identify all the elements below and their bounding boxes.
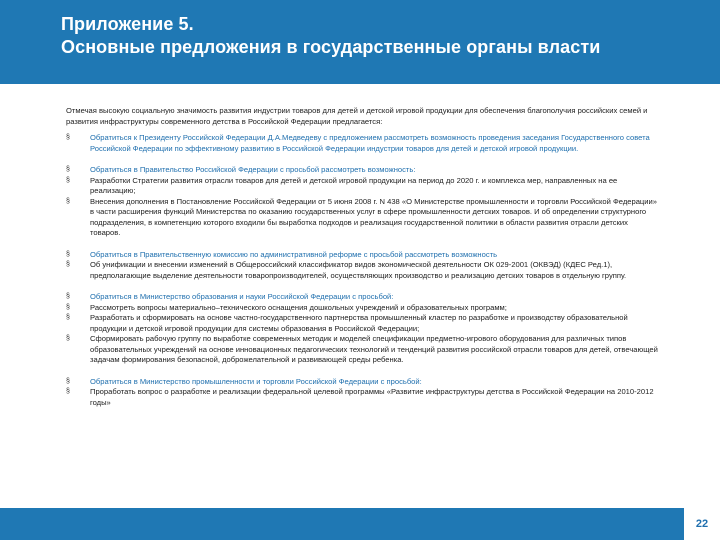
list-item	[66, 176, 658, 197]
proposal-block	[66, 133, 658, 154]
proposal-text: Проработать вопрос о разработке и реализации федеральной целевой программы «Развитие инфраструктуры детства в Российской Федерации на 2010-2012 годы»	[90, 387, 654, 407]
bullet-icon: §	[66, 134, 70, 141]
bullet-icon: §	[66, 250, 70, 258]
proposal-block	[66, 165, 658, 239]
list-item	[66, 292, 658, 303]
proposal-text: Внесения дополнения в Постановление Российской Федерации от 5 июня 2008 г. N 438 «О Министерстве промышленности и торговли Российской Федерации» в части расширения функций Министерства по оказанию государственных услуг в сфере промышленности детских товаров. И об определении структурного подразделения, в компетенцию которого входили бы выработка подходов и реализация государственной политики в области развития отрасли детских товаров.	[90, 196, 657, 237]
proposal-block	[66, 250, 658, 282]
proposal-heading: Обратиться в Министерство промышленности и торговли Российской Федерации с просьбой:	[90, 376, 422, 386]
proposal-text: Рассмотреть вопросы материально–технического оснащения дошкольных учреждений и образовательных программ;	[90, 302, 507, 312]
bullet-icon: §	[66, 176, 70, 184]
bullet-icon: §	[66, 377, 70, 385]
slide-header	[0, 0, 720, 84]
slide-title-line-2: Основные предложения в государственные органы власти	[61, 37, 601, 57]
list-item	[66, 303, 658, 314]
slide-title-line-1: Приложение 5.	[61, 14, 194, 34]
list-item	[66, 197, 658, 239]
list-item	[66, 387, 658, 408]
bullet-icon: §	[66, 197, 70, 205]
proposal-heading: Обратиться к Президенту Российской Федерации Д.А.Медведеву с предложением рассмотреть возможность проведения заседания Государственного совета Российской Федерации по эффективному развитию в Российской Федерации индустрии товаров для детей и детской игровой продукции.	[90, 133, 650, 153]
slide-content	[66, 105, 658, 419]
list-item	[66, 334, 658, 366]
page-number: 22	[684, 508, 720, 540]
proposal-list	[66, 133, 658, 408]
list-item	[66, 377, 658, 388]
bullet-icon: §	[66, 314, 70, 321]
proposal-text: Разработки Стратегии развития отрасли товаров для детей и детской игровой продукции на период до 2020 г. и комплекса мер, направленных на ее реализацию;	[90, 175, 618, 195]
bullet-icon: §	[66, 166, 70, 173]
proposal-heading: Обратиться в Правительственную комиссию по административной реформе с просьбой рассмотреть возможность	[90, 249, 498, 259]
bullet-icon: §	[66, 293, 70, 300]
bullet-icon: §	[66, 335, 70, 342]
list-item	[66, 133, 658, 154]
list-item	[66, 250, 658, 261]
intro-paragraph: Отмечая высокую социальную значимость развития индустрии товаров для детей и детской игровой продукции для обеспечения благополучия российских семей и развития инфраструктуры современного детства в Российской Федерации предлагается:	[66, 106, 648, 126]
proposal-block	[66, 377, 658, 409]
proposal-block	[66, 292, 658, 366]
proposal-heading: Обратиться в Министерство образования и науки Российской Федерации с просьбой:	[90, 292, 394, 301]
list-item	[66, 260, 658, 281]
list-item	[66, 165, 658, 176]
bullet-icon: §	[66, 388, 70, 395]
slide-footer	[0, 508, 720, 540]
proposal-text: Разработать и сформировать на основе частно-государственного партнерства промышленный кластер по разработке и производству образовательной продукции и детской игровой продукции для системы образования в Российской Федерации;	[90, 313, 628, 333]
proposal-text: Сформировать рабочую группу по выработке современных методик и моделей спецификации предметно-игрового оборудования для различных типов образовательных учреждений на основе инновационных педагогических технологий и тенденций развития российской отрасли товаров для детей, отвечающей задачам формирования безопасной, доброжелательной и развивающей среды ребенка.	[90, 334, 658, 364]
proposal-heading: Обратиться в Правительство Российской Федерации с просьбой рассмотреть возможность:	[90, 165, 416, 174]
list-item	[66, 313, 658, 334]
bullet-icon: §	[66, 261, 70, 268]
proposal-text: Об унификации и внесении изменений в Общероссийский классификатор видов экономической деятельности ОК 029-2001 (ОКВЭД) (КДЕС Ред.1), предполагающие выделение деятельности товаропроизводителей, осуществляющих производство и реализацию детских товаров в отдельную группу.	[90, 260, 627, 280]
bullet-icon: §	[66, 303, 70, 311]
